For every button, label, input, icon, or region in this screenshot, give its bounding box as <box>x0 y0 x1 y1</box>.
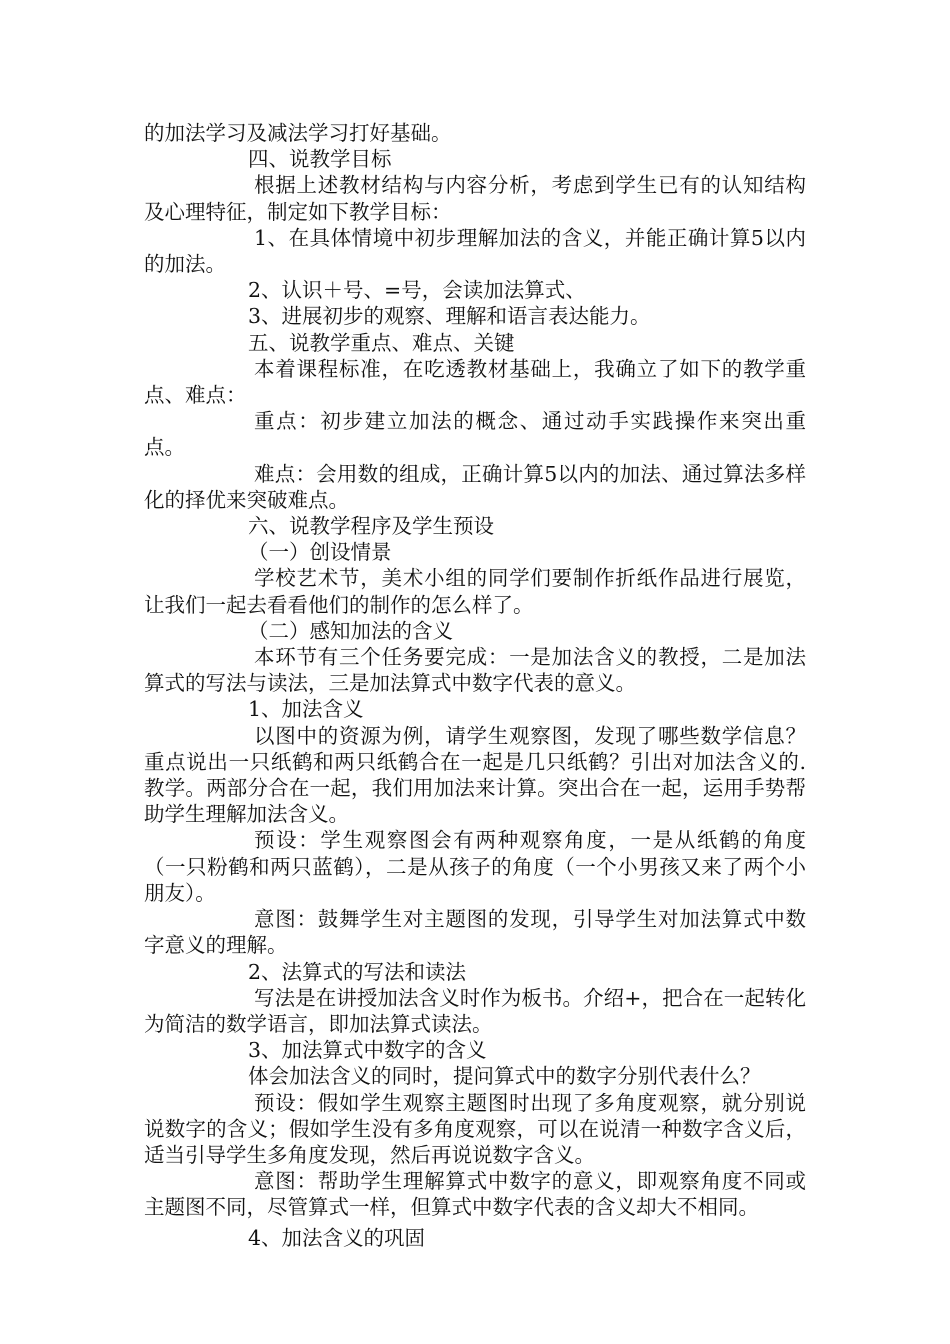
paragraph: 本环节有三个任务要完成：一是加法含义的教授，二是加法算式的写法与读法，三是加法算式中数字代表的意义。 <box>144 645 806 696</box>
section-heading-key-points: 五、说教学重点、难点、关键 <box>248 330 515 355</box>
item-heading-consolidation: 4、加法含义的巩固 <box>248 1225 426 1250</box>
subsection-heading-scenario: （一）创设情景 <box>248 540 392 565</box>
paragraph-preset: 预设：学生观察图会有两种观察角度，一是从纸鹤的角度（一只粉鹤和两只蓝鹤），二是从孩子的角度（一个小男孩又来了两个小朋友）。 <box>144 828 806 905</box>
item-heading-writing: 2、法算式的写法和读法 <box>248 959 467 984</box>
paragraph-continuation: 的加法学习及减法学习打好基础。 <box>144 121 452 145</box>
paragraph: 学校艺术节，美术小组的同学们要制作折纸作品进行展览，让我们一起去看看他们的制作的怎么样了。 <box>144 566 806 617</box>
section-heading-procedure: 六、说教学程序及学生预设 <box>248 514 494 539</box>
item-heading-digits: 3、加法算式中数字的含义 <box>248 1038 487 1063</box>
goal-item-1: 1、在具体情境中初步理解加法的含义，并能正确计算5以内的加法。 <box>144 225 806 277</box>
paragraph: 写法是在讲授加法含义时作为板书。介绍+，把合在一起转化为简洁的数学语言，即加法算式读法。 <box>144 985 806 1036</box>
section-heading-teaching-goals: 四、说教学目标 <box>248 147 392 172</box>
paragraph: 本着课程标准，在吃透教材基础上，我确立了如下的教学重点、难点： <box>144 356 806 408</box>
goal-item-2: 2、认识＋号、=号，会读加法算式、 <box>248 278 586 303</box>
paragraph-preset: 预设：假如学生观察主题图时出现了多角度观察，就分别说说数字的含义；假如学生没有多角度观察，可以在说清一种数字含义后，适当引导学生多角度发现，然后再说说数字含义。 <box>144 1090 806 1167</box>
paragraph-key-point: 重点：初步建立加法的概念、通过动手实践操作来突出重点。 <box>144 409 806 460</box>
subsection-heading-perceive: （二）感知加法的含义 <box>248 618 453 643</box>
paragraph-question: 体会加法含义的同时，提问算式中的数字分别代表什么？ <box>248 1064 761 1089</box>
document-body <box>144 120 806 1251</box>
paragraph-intent: 意图：帮助学生理解算式中数字的意义，即观察角度不同或主题图不同，尽管算式一样，但算式中数字代表的含义却大不相同。 <box>144 1169 806 1220</box>
paragraph: 根据上述教材结构与内容分析，考虑到学生已有的认知结构及心理特征，制定如下教学目标： <box>144 173 806 224</box>
item-heading-meaning: 1、加法含义 <box>248 697 364 722</box>
goal-item-3: 3、进展初步的观察、理解和语言表达能力。 <box>248 304 651 329</box>
paragraph: 以图中的资源为例，请学生观察图，发现了哪些数学信息？重点说出一只纸鹤和两只纸鹤合在一起是几只纸鹤？引出对加法含义的.教学。两部分合在一起，我们用加法来计算。突出合在一起，运用手势帮助学生理解加法含义。 <box>144 723 806 827</box>
paragraph-intent: 意图：鼓舞学生对主题图的发现，引导学生对加法算式中数字意义的理解。 <box>144 907 806 958</box>
paragraph-difficulty: 难点：会用数的组成，正确计算5以内的加法、通过算法多样化的择优来突破难点。 <box>144 461 806 512</box>
